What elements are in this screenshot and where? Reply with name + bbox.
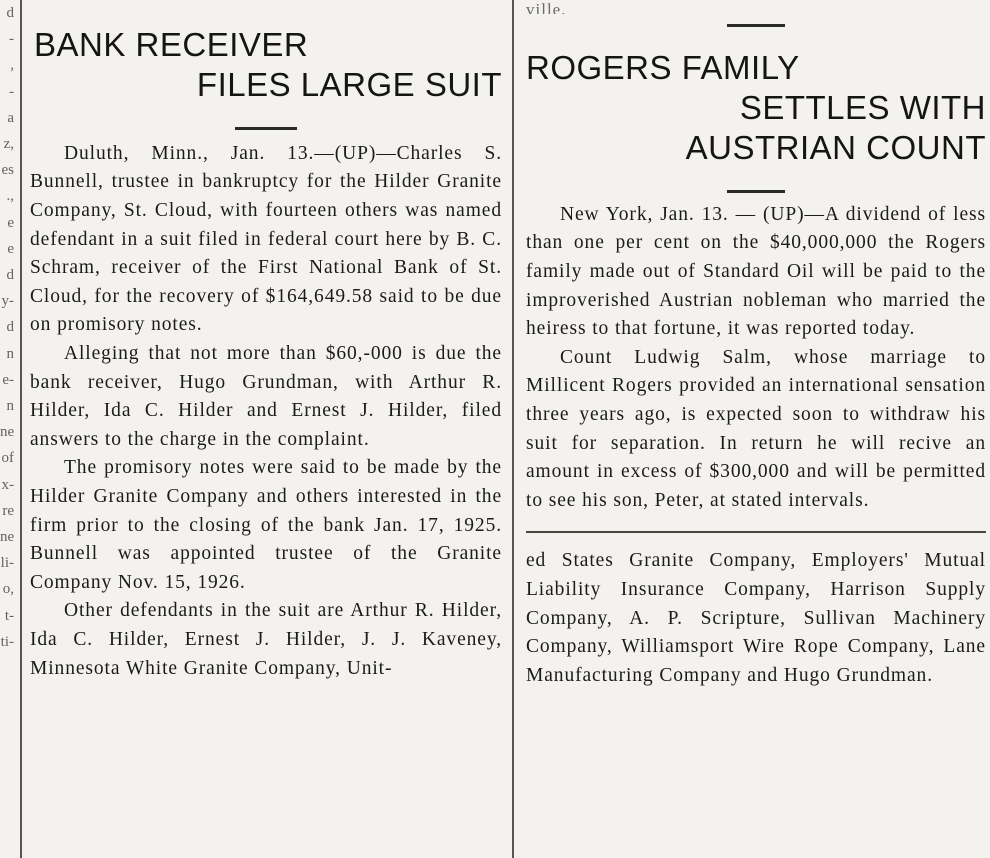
clipped-text-above: ville.	[526, 0, 567, 14]
headline-divider-dash	[727, 190, 785, 193]
margin-fragment: t-	[4, 607, 14, 624]
margin-fragment: ne	[0, 529, 15, 546]
margin-fragment: ti-	[0, 633, 14, 650]
margin-fragment: ne	[0, 424, 15, 441]
margin-fragment: es	[1, 162, 14, 179]
margin-fragment: n	[6, 345, 14, 362]
article-body-bank-receiver	[30, 140, 502, 683]
margin-fragment: o,	[2, 581, 14, 598]
column-rule-center	[512, 0, 514, 858]
margin-fragment: -	[9, 83, 14, 100]
paragraph: ed States Granite Company, Employers' Mutual Liability Insurance Company, Harrison Supply Company, A. P. Scripture, Sullivan Machinery Company, Williamsport Wire Rope Company, Lane Manufacturing Company and Hugo Grundman.	[526, 550, 986, 686]
margin-fragment: ,	[10, 57, 14, 74]
margin-fragment: d	[6, 319, 14, 336]
headline-line: FILES LARGE SUIT	[196, 66, 502, 104]
paragraph: Alleging that not more than $60,-000 is due the bank receiver, Hugo Grundman, with Arthur R. Hilder, Ida C. Hilder and Ernest J. Hilder, filed answers to the charge in the complaint.	[30, 343, 502, 450]
margin-fragment: of	[1, 450, 14, 467]
headline-line: AUSTRIAN COUNT	[685, 129, 986, 167]
margin-fragment: n	[6, 398, 14, 415]
column-rule-left	[20, 0, 22, 858]
paragraph: Other defendants in the suit are Arthur R. Hilder, Ida C. Hilder, Ernest J. Hilder, J. J. Kaveney, Minnesota White Granite Company, Unit-	[30, 600, 502, 679]
headline-rogers-family	[526, 48, 986, 168]
margin-fragment: .,	[6, 188, 14, 205]
margin-fragment: d	[6, 5, 14, 21]
headline-line: SETTLES WITH	[739, 89, 986, 127]
margin-fragment: a	[7, 109, 14, 126]
margin-fragment: z,	[3, 136, 14, 153]
margin-fragment: -	[9, 31, 14, 48]
article-continuation-bank-receiver	[526, 547, 986, 690]
margin-fragment: e	[7, 240, 14, 257]
headline-line: BANK RECEIVER	[34, 26, 309, 64]
headline-bank-receiver	[30, 25, 502, 105]
paragraph: New York, Jan. 13. — (UP)—A dividend of less than one per cent on the $40,000,000 the Rogers family made out of Standard Oil will be paid to the improverished Austrian nobleman who married the heiress to that fortune, it was reported today.	[526, 203, 986, 340]
headline-divider-dash	[235, 127, 297, 130]
article-body-rogers-family	[526, 201, 986, 516]
paragraph: Duluth, Minn., Jan. 13.—(UP)—Charles S. Bunnell, trustee in bankruptcy for the Hilder Granite Company, St. Cloud, with fourteen others was named defendant in a suit filed in federal court here by B. C. Schram, receiver of the First National Bank of St. Cloud, for the recovery of $164,649.58 said to be due on promisory notes.	[30, 142, 502, 336]
margin-fragment: x-	[1, 476, 14, 493]
margin-fragment: d	[6, 267, 14, 284]
paragraph: The promisory notes were said to be made by the Hilder Granite Company and others interested in the firm prior to the closing of the bank Jan. 17, 1925. Bunnell was appointed trustee of the Granite Company Nov. 15, 1926.	[30, 457, 502, 593]
margin-fragment: re	[2, 502, 14, 519]
left-margin-sliver	[0, 0, 16, 858]
paragraph: Count Ludwig Salm, whose marriage to Millicent Rogers provided an international sensation three years ago, is expected soon to withdraw his suit for separation. In return he will recive an amount in excess of $300,000 and will be permitted to see his son, Peter, at stated intervals.	[526, 346, 986, 511]
section-rule	[526, 531, 986, 533]
column-right	[520, 0, 990, 858]
story-divider-dash-top	[727, 24, 785, 27]
margin-fragment: e-	[2, 371, 14, 388]
margin-fragment: y-	[1, 293, 14, 310]
margin-fragment: e	[7, 214, 14, 231]
margin-fragment: li-	[0, 555, 14, 572]
column-left	[26, 0, 508, 858]
headline-line: ROGERS FAMILY	[526, 49, 800, 87]
